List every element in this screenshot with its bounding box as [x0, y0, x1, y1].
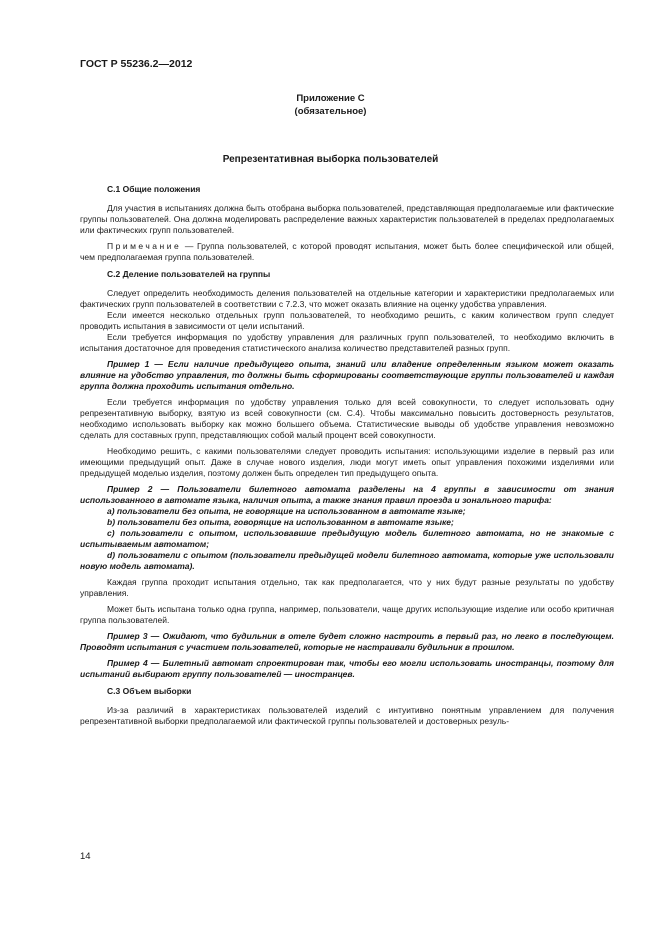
example-2-item-c: с) пользователи с опытом, использовавшие предыдущую модель билетного автомата, но не знакомые с испытываемым автоматом; [80, 528, 614, 549]
standard-code: ГОСТ Р 55236.2—2012 [80, 58, 193, 70]
note [80, 241, 614, 263]
appendix-status: (обязательное) [294, 106, 367, 117]
example-2: Пример 2 — Пользователи билетного автомата разделены на 4 группы в зависимости от знания использованного в автомате языка, наличия опыта, а также знания правил проезда и зонального тарифа: [80, 484, 614, 505]
example-2-item-a: а) пользователи без опыта, не говорящие на использованном в автомате языке; [107, 506, 466, 516]
paragraph: Если требуется информация по удобству управления только для всей совокупности, то следует использовать одну репрезентативную выборку, взятую из всей совокупности (см. С.4). Чтобы максимально повысить достоверность результатов, необходимо использовать выборку как можно большего объема. Статистические выводы об удобстве управления невозможно сделать для составных групп, представляющих собой малый процент всей совокупности. [80, 397, 614, 440]
paragraph: Каждая группа проходит испытания отдельно, так как предполагается, что у них будут разные результаты по удобству управления. [80, 577, 614, 598]
example-3: Пример 3 — Ожидают, что будильник в отеле будет сложно настроить в первый раз, но легко в последующем. Проводят испытания с участием пользователей, которые не настраивали будильник в прошлом. [80, 631, 614, 652]
example-4: Пример 4 — Билетный автомат спроектирован так, чтобы его могли использовать иностранцы, поэтому для испытаний выбирают группу пользователей — иностранцев. [80, 658, 614, 679]
example-1: Пример 1 — Если наличие предыдущего опыта, знаний или владение определенным языком может оказать влияние на удобство управления, то должны быть сформированы соответствующие группы пользователей и каждая группа должна проходить испытания отдельно. [80, 359, 614, 391]
paragraph: Может быть испытана только одна группа, например, пользователи, чаще других использующие изделие или особо критичная группа пользователей. [80, 604, 614, 625]
section-c1-heading: С.1 Общие положения [107, 184, 201, 194]
appendix-title: Репрезентативная выборка пользователей [222, 154, 439, 165]
note-label: Примечание [107, 241, 182, 251]
paragraph: Если требуется информация по удобству управления для различных групп пользователей, то необходимо включить в испытания достаточное для проведения статистического анализа количество представителей разных групп. [80, 332, 614, 353]
paragraph: Необходимо решить, с какими пользователями следует проводить испытания: использующими изделие в первый раз или имеющими предыдущий опыт. Даже в случае нового изделия, люди могут иметь опыт управления похожими изделиями или предыдущей моделью изделия, поэтому должен быть определен тип предыдущего опыта. [80, 446, 614, 478]
page-number: 14 [80, 851, 91, 862]
paragraph: Для участия в испытаниях должна быть отобрана выборка пользователей, представляющая предполагаемые или фактические группы пользователей. Она должна моделировать распределение важных характеристик пользователей в пределах предполагаемых или фактических групп пользователей. [80, 203, 614, 235]
example-2-item-b: b) пользователи без опыта, говорящие на использованном в автомате языке; [107, 517, 454, 527]
section-c2-heading: С.2 Деление пользователей на группы [107, 269, 271, 279]
note-text: — Группа пользователей, с которой проводят испытания, может быть более специфической или общей, чем предполагаемая группа пользователей. [80, 241, 614, 262]
appendix-name: Приложение С [296, 93, 365, 104]
paragraph: Следует определить необходимость деления пользователей на отдельные категории и характеристики предполагаемых или фактических групп пользователей в соответствии с 7.2.3, что может оказать влияние на оценку удобства управления. [80, 288, 614, 309]
example-2-item-d: d) пользователи с опытом (пользователи предыдущей модели билетного автомата, которые уже использовали новую модель автомата). [80, 550, 614, 571]
section-c3-heading: С.3 Объем выборки [107, 686, 192, 696]
document-body [80, 183, 614, 727]
paragraph: Если имеется несколько отдельных групп пользователей, то необходимо решить, с каким количеством групп следует проводить испытания в зависимости от цели испытаний. [80, 310, 614, 331]
paragraph: Из-за различий в характеристиках пользователей изделий с интуитивно понятным управлением для получения репрезентативной выборки предполагаемой или фактической группы пользователей и достоверных резуль- [80, 705, 614, 726]
